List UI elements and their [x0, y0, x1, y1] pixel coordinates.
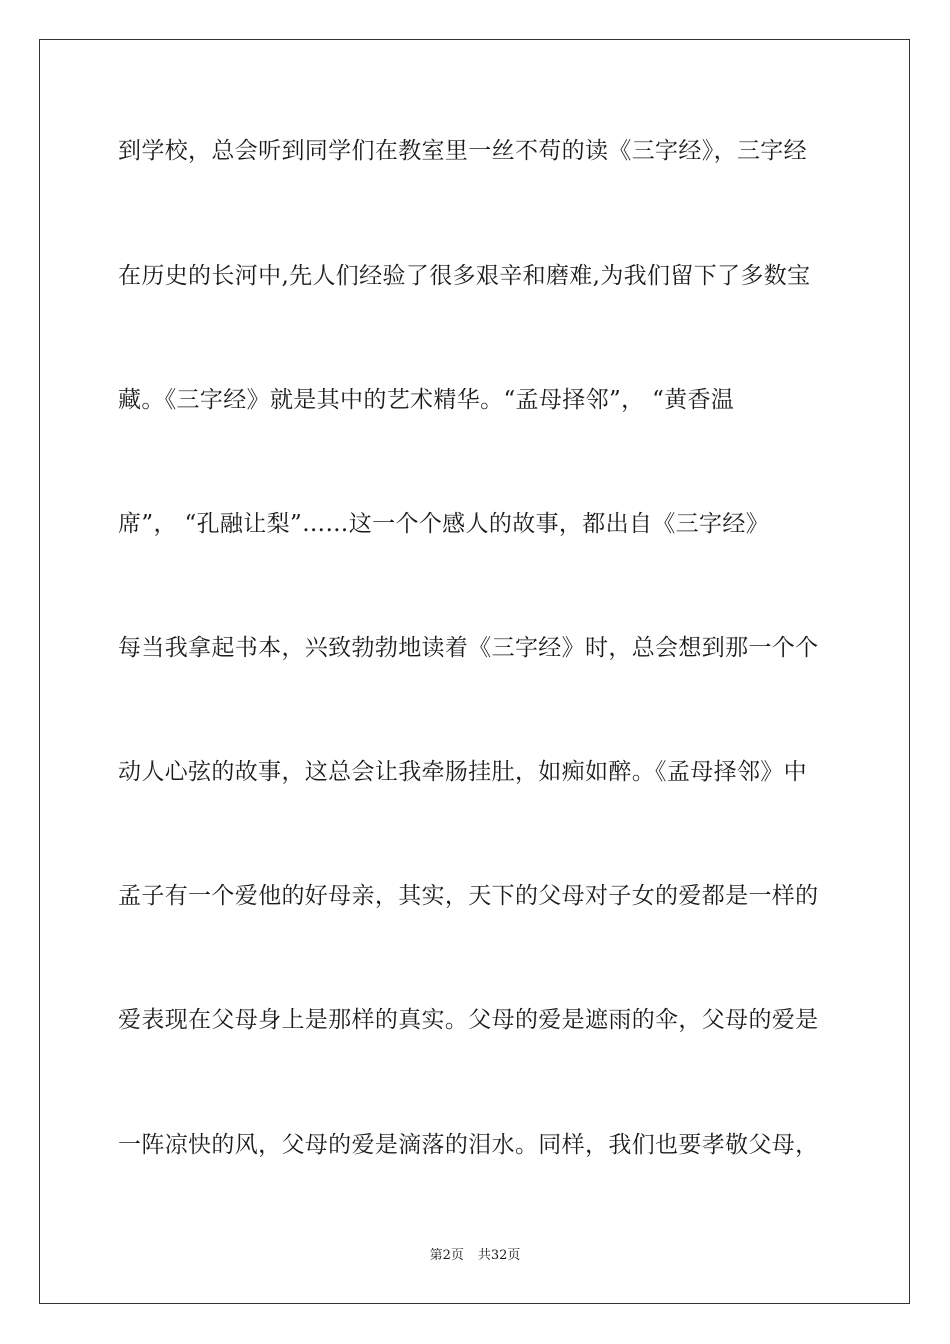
- text-line: 动人心弦的故事，这总会让我牵肠挂肚，如痴如醉。《孟母择邻》中: [118, 759, 807, 785]
- text-line: 爱表现在父母身上是那样的真实。父母的爱是遮雨的伞，父母的爱是: [118, 1007, 819, 1033]
- text-line: 席”， “孔融让梨”……这一个个感人的故事，都出自《三字经》: [118, 511, 770, 537]
- text-line: 到学校，总会听到同学们在教室里一丝不苟的读《三字经》，三字经: [118, 138, 807, 164]
- text-line: 藏。《三字经》就是其中的艺术精华。“孟母择邻”， “黄香温: [118, 387, 735, 413]
- text-line: 一阵凉快的风，父母的爱是滴落的泪水。同样，我们也要孝敬父母，: [118, 1132, 819, 1158]
- text-line: 孟子有一个爱他的好母亲，其实，天下的父母对子女的爱都是一样的: [118, 883, 819, 909]
- page-number: 第2页: [429, 1248, 464, 1263]
- page-total: 共32页: [477, 1248, 521, 1263]
- page-footer: [0, 1247, 950, 1265]
- text-line: 每当我拿起书本，兴致勃勃地读着《三字经》时，总会想到那一个个: [118, 635, 819, 661]
- page-border: [39, 39, 910, 1304]
- text-line: 在历史的长河中,先人们经验了很多艰辛和磨难,为我们留下了多数宝: [118, 263, 811, 289]
